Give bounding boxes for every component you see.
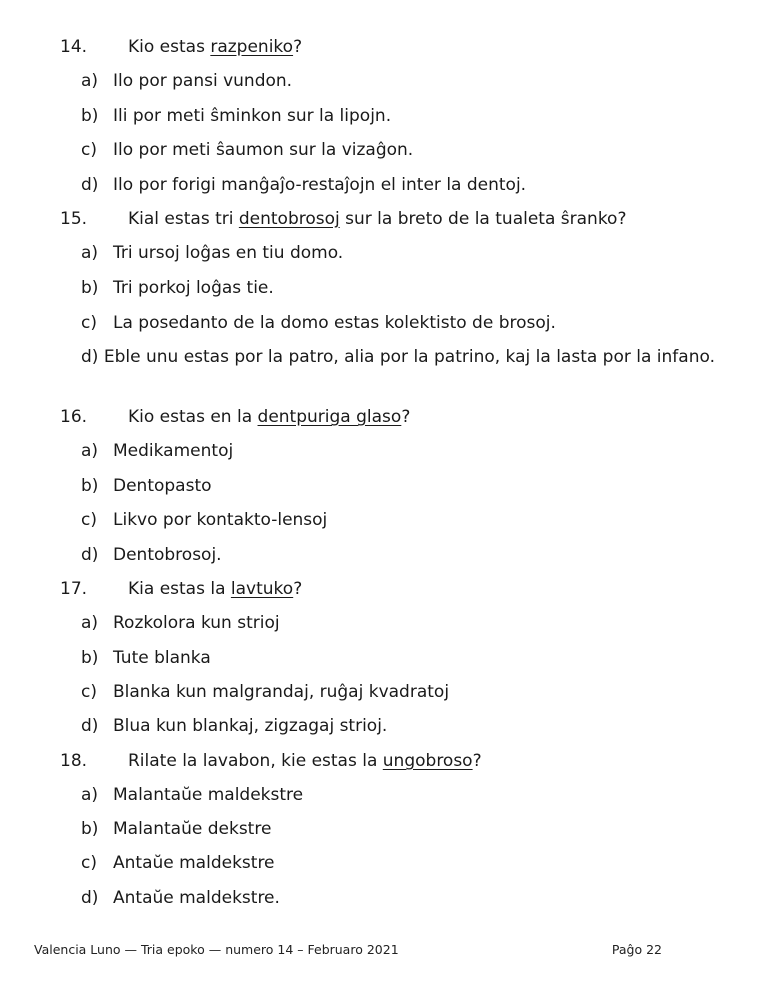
option-letter: c) — [81, 853, 97, 873]
option-text: Tute blanka — [113, 648, 211, 668]
option-text: Dentobrosoj. — [113, 545, 222, 565]
option-text: Tri ursoj loĝas en tiu domo. — [113, 243, 344, 263]
option-text: Tri porkoj loĝas tie. — [113, 278, 274, 298]
option-17c — [81, 680, 731, 704]
footer-page-number: Paĝo 22 — [611, 942, 662, 957]
option-letter: d) — [81, 175, 99, 195]
option-letter: a) — [81, 243, 99, 263]
option-15a — [81, 241, 731, 265]
question-text: Kio estas en la — [128, 407, 258, 427]
question-text: Kio estas — [128, 37, 211, 57]
option-text: Blua kun blankaj, zigzagaj strioj. — [113, 716, 388, 736]
option-letter: d) — [81, 545, 99, 565]
option-text: Eble unu estas por la patro, alia por la patrino, kaj la lasta por la infano. — [103, 347, 715, 367]
question-number: 14. — [60, 37, 88, 57]
option-letter: b) — [81, 106, 99, 126]
question-text: Kial estas tri — [128, 209, 239, 229]
option-15b — [81, 276, 731, 300]
option-letter: a) — [81, 71, 99, 91]
option-letter: c) — [81, 510, 97, 530]
question-term: lavtuko — [230, 579, 294, 599]
option-17a — [81, 611, 731, 635]
question-text-end: ? — [472, 751, 482, 771]
option-text: Antaŭe maldekstre — [113, 853, 275, 873]
option-text: Dentopasto — [113, 476, 212, 496]
question-text-end: sur la breto de la tualeta ŝranko? — [339, 209, 627, 229]
option-letter: c) — [81, 682, 97, 702]
option-letter: c) — [81, 313, 97, 333]
option-text: Antaŭe maldekstre. — [113, 888, 280, 908]
option-16b — [81, 474, 731, 498]
question-16 — [60, 405, 740, 429]
question-term: ungobroso — [382, 751, 473, 771]
option-letter: b) — [81, 819, 99, 839]
option-letter: b) — [81, 278, 99, 298]
question-term: dentpuriga glaso — [257, 407, 402, 427]
question-text-end: ? — [401, 407, 411, 427]
question-number: 16. — [60, 407, 88, 427]
option-14b — [81, 104, 731, 128]
option-16a — [81, 439, 731, 463]
option-text: Malantaŭe maldekstre — [113, 785, 304, 805]
option-letter: d) — [81, 347, 99, 367]
option-18d — [81, 886, 731, 910]
option-letter: c) — [81, 140, 97, 160]
option-15d — [81, 344, 731, 370]
question-text: Kia estas la — [128, 579, 231, 599]
option-15c — [81, 311, 731, 335]
option-letter: d) — [81, 716, 99, 736]
option-text: Ilo por meti ŝaumon sur la vizaĝon. — [113, 140, 414, 160]
question-number: 15. — [60, 209, 88, 229]
question-17 — [60, 577, 740, 601]
option-17d — [81, 714, 731, 738]
option-letter: a) — [81, 441, 99, 461]
option-letter: b) — [81, 648, 99, 668]
question-18 — [60, 749, 740, 773]
question-number: 18. — [60, 751, 88, 771]
option-text: Likvo por kontakto-lensoj — [113, 510, 328, 530]
option-text: Medikamentoj — [113, 441, 234, 461]
option-14c — [81, 138, 731, 162]
question-text: Rilate la lavabon, kie estas la — [128, 751, 383, 771]
question-14 — [60, 35, 740, 59]
option-text: Blanka kun malgrandaj, ruĝaj kvadratoj — [113, 682, 450, 702]
question-text-end: ? — [293, 37, 303, 57]
option-18a — [81, 783, 731, 807]
option-16d — [81, 543, 731, 567]
option-text: Ili por meti ŝminkon sur la lipojn. — [113, 106, 392, 126]
question-15 — [60, 207, 740, 231]
option-letter: d) — [81, 888, 99, 908]
option-14d — [81, 173, 731, 197]
option-text: La posedanto de la domo estas kolektisto de brosoj. — [113, 313, 556, 333]
option-17b — [81, 646, 731, 670]
option-text: Ilo por forigi manĝaĵo-restaĵojn el inter la dentoj. — [113, 175, 527, 195]
option-18c — [81, 851, 731, 875]
option-16c — [81, 508, 731, 532]
option-text: Ilo por pansi vundon. — [113, 71, 293, 91]
option-letter: b) — [81, 476, 99, 496]
footer-publication: Valencia Luno — Tria epoko — numero 14 – Februaro 2021 — [34, 942, 399, 957]
option-14a — [81, 69, 731, 93]
option-letter: a) — [81, 613, 99, 633]
option-text: Rozkolora kun strioj — [113, 613, 280, 633]
question-term: dentobrosoj — [238, 209, 340, 229]
option-18b — [81, 817, 731, 841]
question-text-end: ? — [293, 579, 303, 599]
option-letter: a) — [81, 785, 99, 805]
option-text: Malantaŭe dekstre — [113, 819, 272, 839]
question-number: 17. — [60, 579, 88, 599]
question-term: razpeniko — [210, 37, 294, 57]
